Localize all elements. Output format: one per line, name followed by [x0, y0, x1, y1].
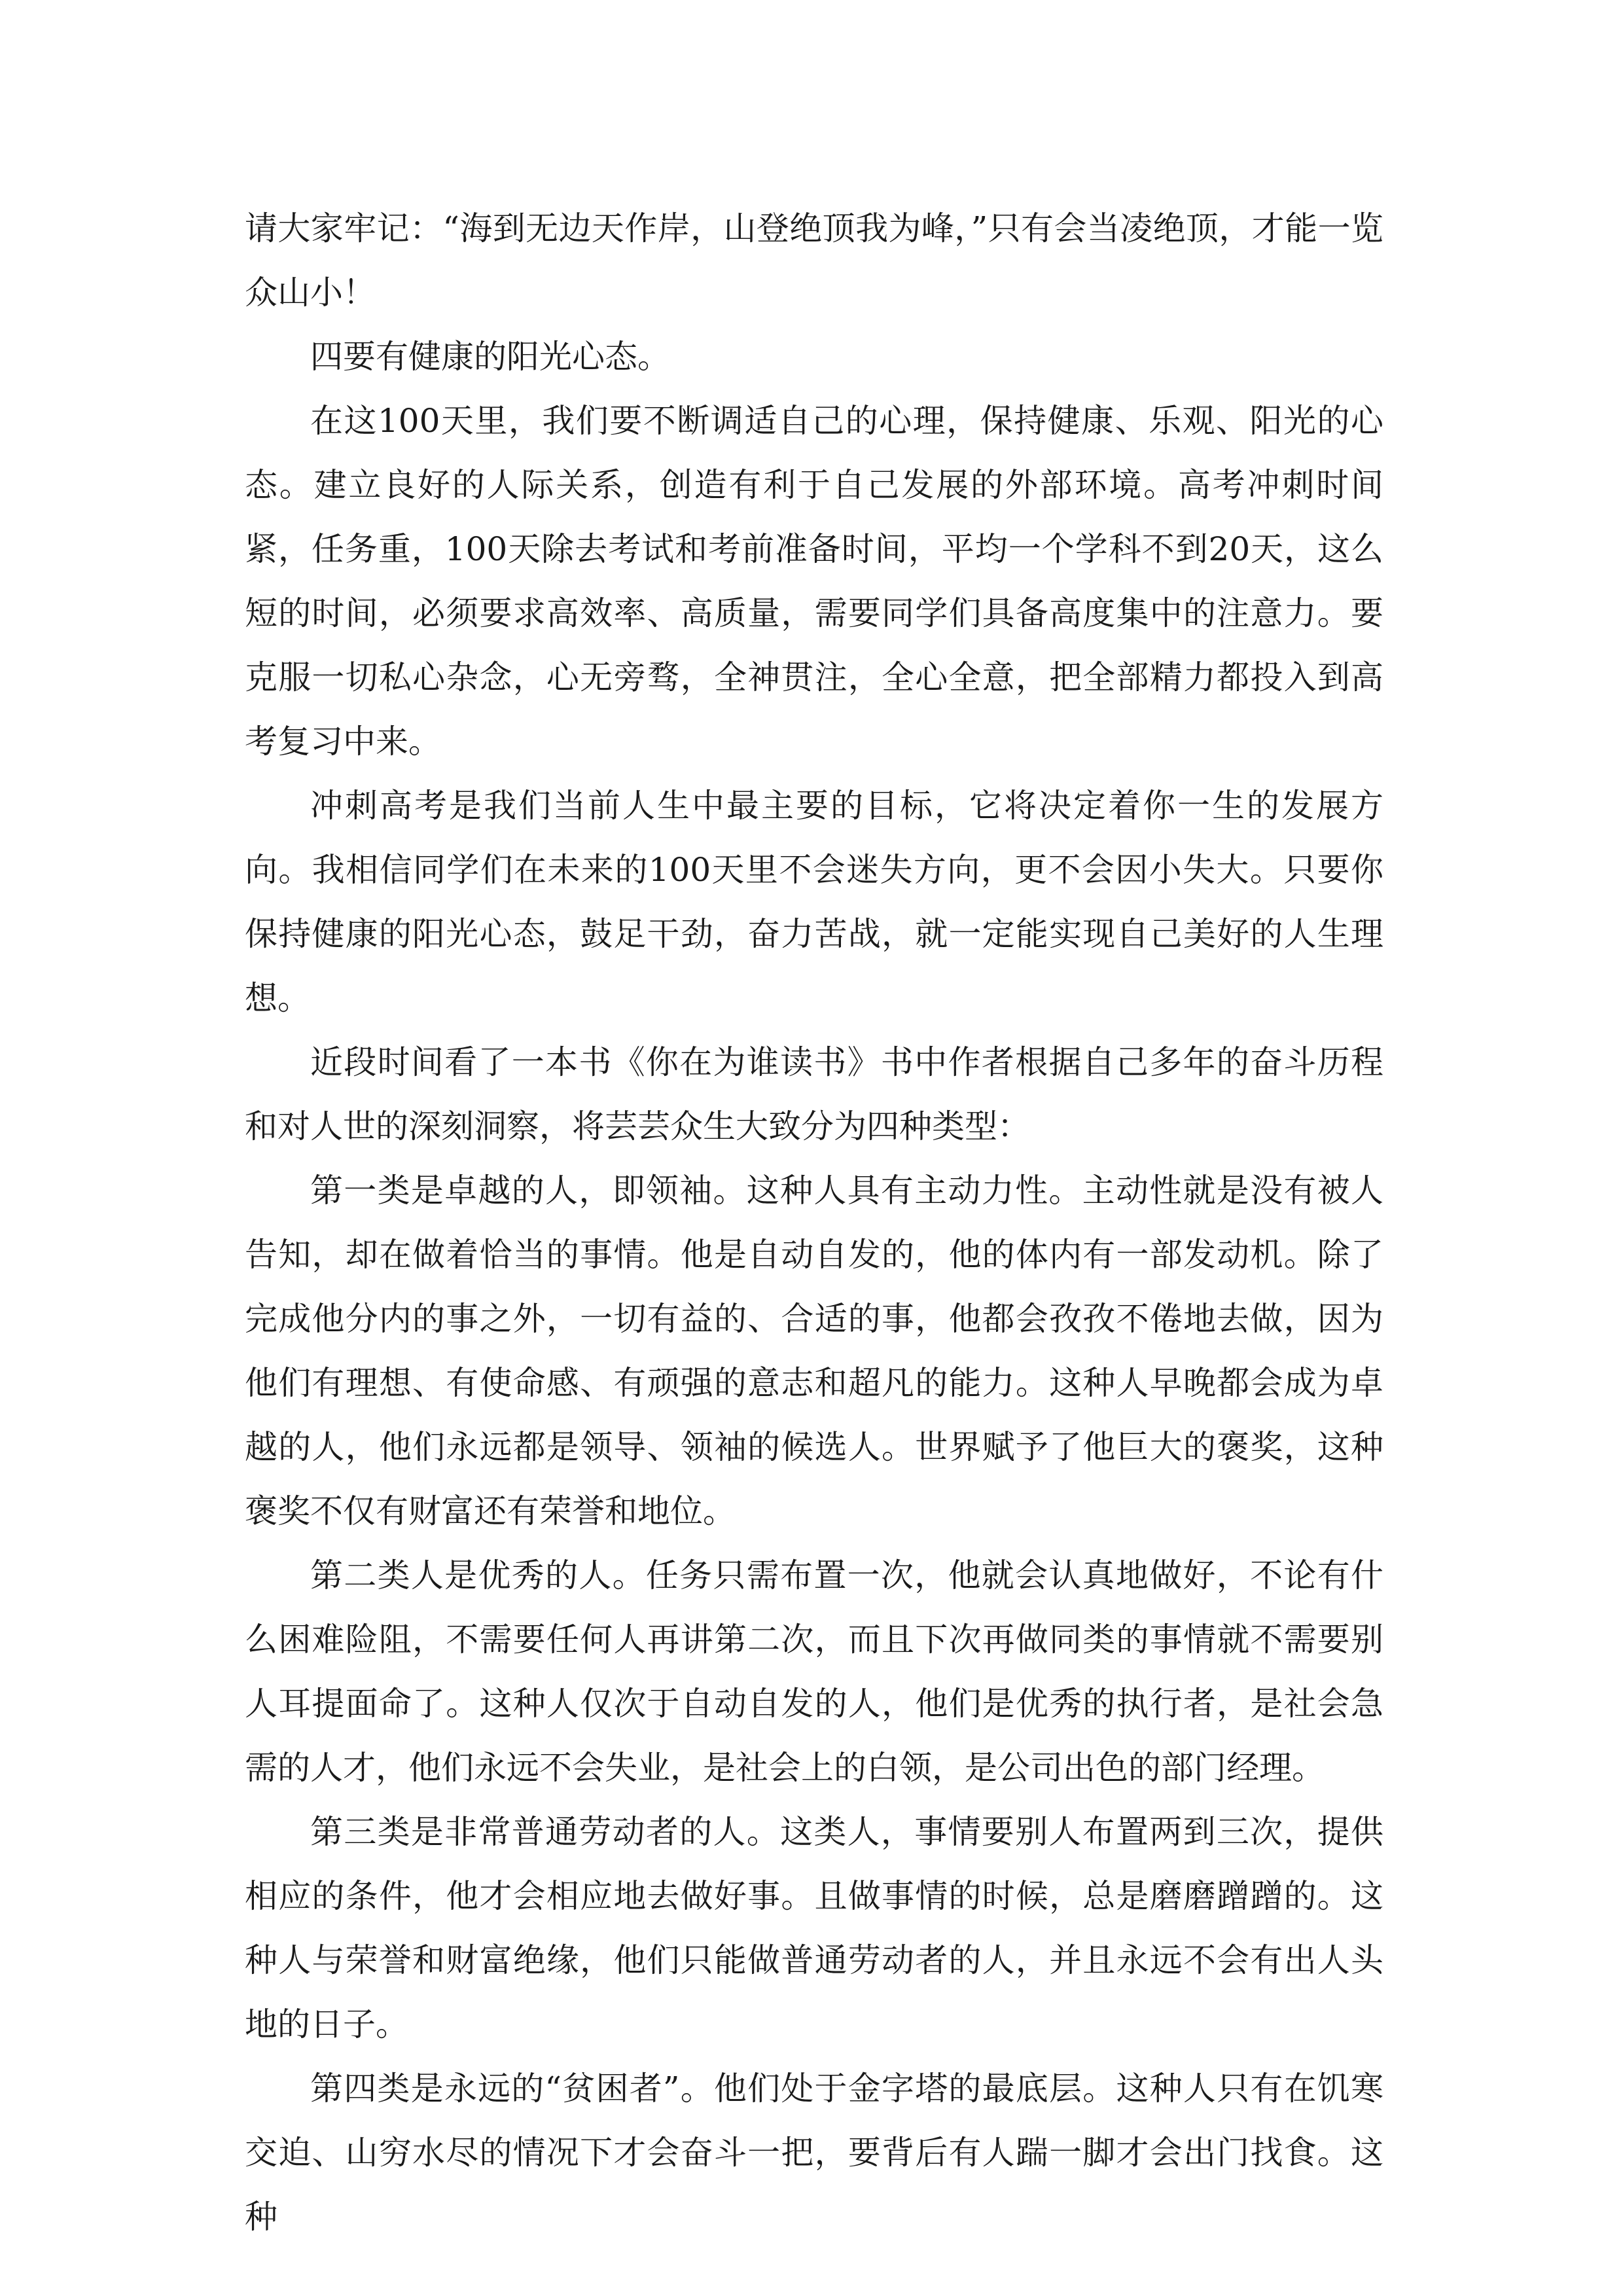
paragraph-5: 近段时间看了一本书《你在为谁读书》书中作者根据自己多年的奋斗历程和对人世的深刻洞察，将芸芸众生大致分为四种类型： [245, 1043, 1383, 1145]
document-body [245, 196, 1383, 2249]
paragraph-1: 请大家牢记：“海到无边天作岸，山登绝顶我为峰，”只有会当凌绝顶，才能一览众山小！ [245, 209, 1383, 312]
paragraph-6: 第一类是卓越的人，即领袖。这种人具有主动力性。主动性就是没有被人告知，却在做着恰当的事情。他是自动自发的，他的体内有一部发动机。除了完成他分内的事之外，一切有益的、合适的事，他都会孜孜不倦地去做，因为他们有理想、有使命感、有顽强的意志和超凡的能力。这种人早晚都会成为卓越的人，他们永远都是领导、领袖的候选人。世界赋予了他巨大的褒奖，这种褒奖不仅有财富还有荣誉和地位。 [245, 1172, 1383, 1530]
paragraph-9: 第四类是永远的“贫困者”。他们处于金字塔的最底层。这种人只有在饥寒交迫、山穷水尽的情况下才会奋斗一把，要背后有人踹一脚才会出门找食。这种 [245, 2070, 1383, 2236]
paragraph-2: 四要有健康的阳光心态。 [310, 338, 670, 376]
paragraph-3: 在这100天里，我们要不断调适自己的心理，保持健康、乐观、阳光的心态。建立良好的人际关系，创造有利于自己发展的外部环境。高考冲刺时间紧，任务重，100天除去考试和考前准备时间，平均一个学科不到20天，这么短的时间，必须要求高效率、高质量，需要同学们具备高度集中的注意力。要克服一切私心杂念，心无旁骛，全神贯注，全心全意，把全部精力都投入到高考复习中来。 [245, 402, 1383, 761]
paragraph-4: 冲刺高考是我们当前人生中最主要的目标，它将决定着你一生的发展方向。我相信同学们在未来的100天里不会迷失方向，更不会因小失大。只要你保持健康的阳光心态，鼓足干劲，奋力苦战，就一定能实现自己美好的人生理想。 [245, 787, 1383, 1017]
paragraph-8: 第三类是非常普通劳动者的人。这类人，事情要别人布置两到三次，提供相应的条件，他才会相应地去做好事。且做事情的时候，总是磨磨蹭蹭的。这种人与荣誉和财富绝缘，他们只能做普通劳动者的人，并且永远不会有出人头地的日子。 [245, 1813, 1383, 2043]
paragraph-7: 第二类人是优秀的人。任务只需布置一次，他就会认真地做好，不论有什么困难险阻，不需要任何人再讲第二次，而且下次再做同类的事情就不需要别人耳提面命了。这种人仅次于自动自发的人，他们是优秀的执行者，是社会急需的人才，他们永远不会失业，是社会上的白领，是公司出色的部门经理。 [245, 1556, 1383, 1787]
